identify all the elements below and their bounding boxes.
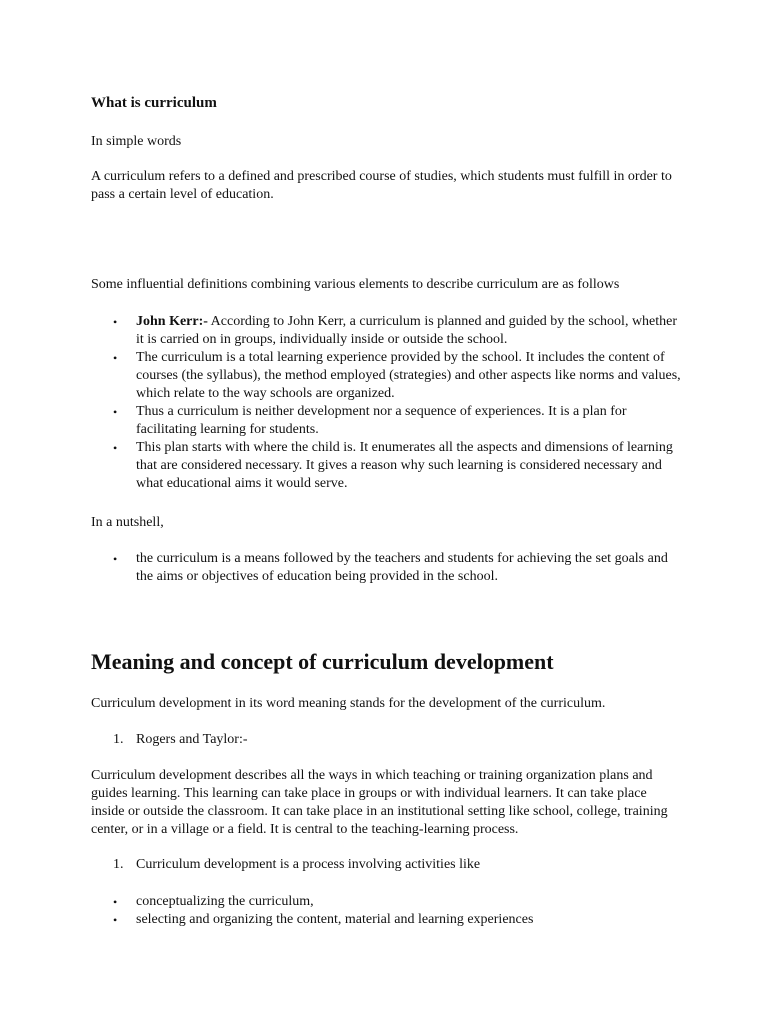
influential-intro: Some influential definitions combining various elements to describe curriculum are as follows: [91, 277, 620, 292]
list-item: [91, 439, 681, 493]
list-item-text: selecting and organizing the content, material and learning experiences: [136, 912, 534, 927]
list-item-text: Rogers and Taylor:-: [136, 732, 248, 747]
list-item: [91, 403, 681, 439]
nutshell-list: [91, 550, 681, 586]
list-number: 1.: [113, 857, 124, 872]
word-meaning-paragraph: Curriculum development in its word meaning stands for the development of the curriculum.: [91, 696, 606, 711]
heading-what-is-curriculum: What is curriculum: [91, 95, 217, 111]
list-item: [91, 349, 681, 403]
list-item: [91, 893, 681, 911]
list-item-text: The curriculum is a total learning experience provided by the school. It includes the content of courses (the syllabus), the method employed (strategies) and other aspects like norms and values, which relate to the way schools are organized.: [136, 350, 681, 401]
bullet-icon: •: [113, 441, 118, 455]
bullet-icon: •: [113, 351, 118, 365]
process-list: [91, 893, 681, 929]
bullet-icon: •: [113, 913, 118, 927]
list-item-text: the curriculum is a means followed by the teachers and students for achieving the set goals and the aims or objectives of education being provided in the school.: [136, 551, 668, 584]
heading-meaning-concept: Meaning and concept of curriculum development: [91, 649, 554, 674]
definition-paragraph: A curriculum refers to a defined and prescribed course of studies, which students must fulfill in order to pass a certain level of education.: [91, 169, 672, 202]
list-item-text: conceptualizing the curriculum,: [136, 894, 314, 909]
definitions-list: [91, 313, 681, 493]
list-item-text: Curriculum development is a process involving activities like: [136, 857, 481, 872]
list-item: [91, 313, 681, 349]
bullet-icon: •: [113, 895, 118, 909]
list-item: [91, 911, 681, 929]
list-item-text: This plan starts with where the child is. It enumerates all the aspects and dimensions of learning that are considered necessary. It gives a reason why such learning is considered necessary and what educational aims it would serve.: [136, 440, 673, 491]
bullet-icon: •: [113, 315, 118, 329]
nutshell-text: In a nutshell,: [91, 515, 164, 530]
john-kerr-label: John Kerr:-: [136, 314, 208, 329]
list-item: [91, 731, 681, 749]
list-number: 1.: [113, 732, 124, 747]
bullet-icon: •: [113, 552, 118, 566]
list-item: [91, 550, 681, 586]
list-item: [91, 856, 681, 874]
bullet-icon: •: [113, 405, 118, 419]
list-item-text: According to John Kerr, a curriculum is planned and guided by the school, whether it is carried on in groups, individually inside or outside the school.: [136, 314, 678, 347]
numbered-list-rogers: [91, 731, 681, 749]
simple-words-text: In simple words: [91, 134, 182, 149]
list-item-text: Thus a curriculum is neither development nor a sequence of experiences. It is a plan for facilitating learning for students.: [136, 404, 627, 437]
numbered-list-process: [91, 856, 681, 874]
rogers-paragraph: Curriculum development describes all the ways in which teaching or training organization plans and guides learning. This learning can take place in groups or with individual learners. It can take place inside or outside the classroom. It can take place in an institutional setting like school, college, training center, or in a village or a field. It is central to the teaching-learning process.: [91, 768, 668, 837]
